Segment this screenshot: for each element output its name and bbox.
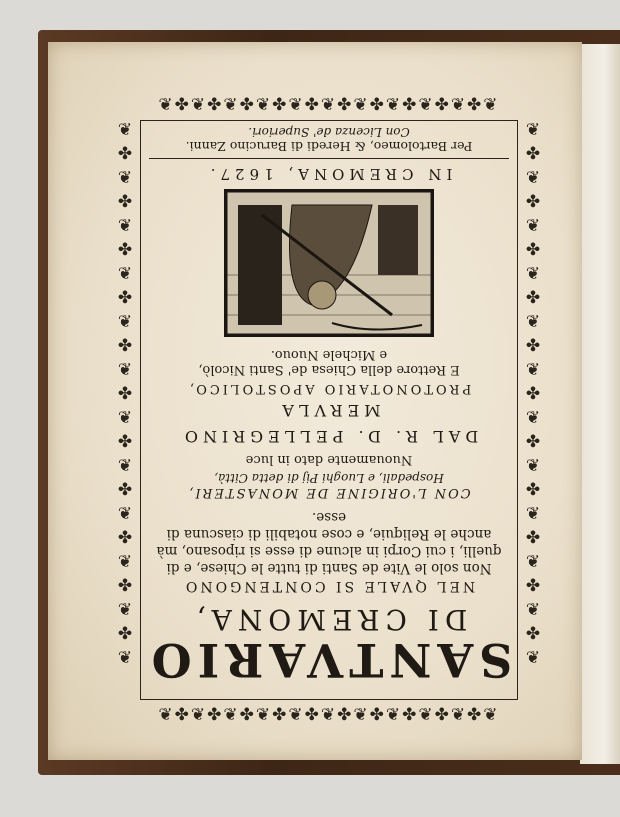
imprint-city-year: IN CREMONA, 1627. xyxy=(205,165,453,183)
license-line: Con Licenza de' Superiori. xyxy=(248,125,410,139)
author-rank: PROTONOTARIO APOSTOLICO, xyxy=(186,381,472,396)
title-page xyxy=(48,42,582,760)
author-line-2: MERVLA xyxy=(277,401,381,420)
rector-line-2: e Michele Nuouo. xyxy=(270,347,388,362)
woodcut-illustration xyxy=(224,189,434,337)
printer-line: Per Bartolomeo, & Heredi di Barucino Zanni. xyxy=(185,139,473,154)
inverted-text-block xyxy=(142,122,516,698)
author-line-1: DAL R. D. PELLEGRINO xyxy=(179,427,479,446)
origin-small: Hospedali, e Luoghi Pij di detta Città, xyxy=(214,471,444,485)
rector-line-1: E Rettore della Chiesa de' Santi Nicolò, xyxy=(198,362,460,377)
border-left-ornament: ❦✤❦✤❦✤❦✤❦✤❦✤❦✤❦✤❦✤❦✤❦✤❦ xyxy=(117,120,133,668)
ornamental-frame xyxy=(112,92,546,728)
intro-caps: NEL QVALE SI CONTENGONO xyxy=(182,578,476,594)
book-title: SANTVARIO xyxy=(145,633,513,687)
page-edge xyxy=(580,44,620,764)
description-text: Non solo le Vite de Santi di tutte le Chiese, e di quelli, i cui Corpi in alcune di esse si riposano, mà anche le Reliquie, e cose notabili di ciascuna di esse. xyxy=(156,509,502,576)
border-bottom-ornament: ❦✤❦✤❦✤❦✤❦✤❦✤❦✤❦✤❦✤❦✤❦ xyxy=(158,705,500,725)
origin-caps: CON L'ORIGINE DE MONASTERI, xyxy=(187,485,471,500)
imprint-rule xyxy=(149,158,509,159)
edition-note: Nuouamente dato in luce xyxy=(245,452,413,467)
book-subtitle: DI CREMONA, xyxy=(190,603,468,636)
border-top-ornament: ❦✤❦✤❦✤❦✤❦✤❦✤❦✤❦✤❦✤❦✤❦ xyxy=(158,95,500,115)
border-right-ornament: ❦✤❦✤❦✤❦✤❦✤❦✤❦✤❦✤❦✤❦✤❦✤❦ xyxy=(525,120,541,668)
